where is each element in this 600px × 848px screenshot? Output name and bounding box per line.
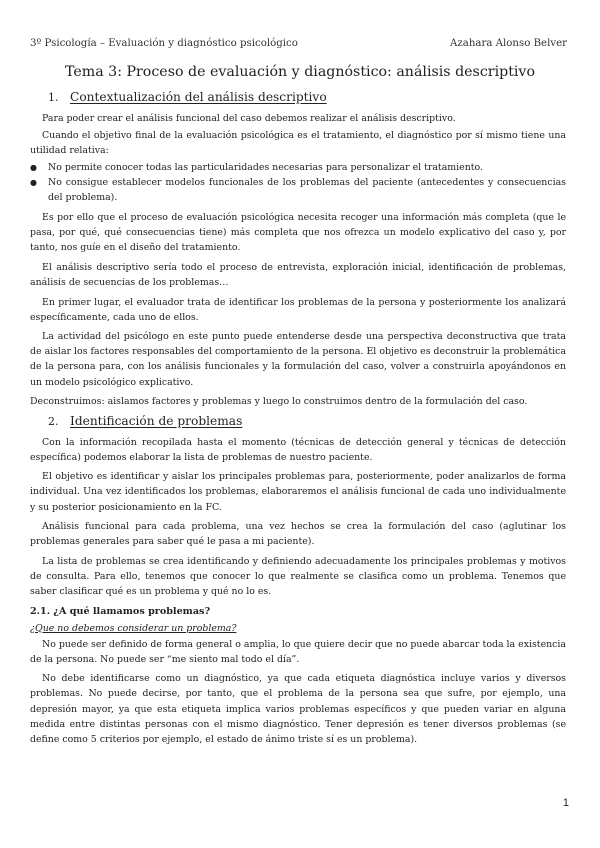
bullet-icon: ● bbox=[30, 178, 37, 188]
paragraph: Deconstruimos: aislamos factores y problemas y luego lo construimos dentro de la formulación del caso. bbox=[30, 396, 528, 408]
list-item bbox=[30, 175, 566, 205]
section-2-number: 2. bbox=[48, 414, 59, 428]
paragraph: El análisis descriptivo sería todo el proceso de entrevista, exploración inicial, identificación de problemas, análisis de secuencias de los problemas… bbox=[30, 261, 566, 288]
document-body bbox=[30, 90, 566, 751]
bullet-icon: ● bbox=[30, 163, 37, 173]
section-1-number: 1. bbox=[48, 91, 59, 104]
section-1-heading bbox=[48, 90, 566, 107]
header-course: 3º Psicología – Evaluación y diagnóstico psicológico bbox=[30, 38, 298, 49]
paragraph: No debe identificarse como un diagnóstico, ya que cada etiqueta diagnóstica incluye varios y diversos problemas. No puede decirse, por tanto, que el problema de la persona sea que sufre, por ejemplo, una depresión mayor, ya que esta etiqueta implica varios problemas específicos y que pueden variar en alguna medida entre distintas personas con el mismo diagnóstico. Tener depresión es tener diversos problemas (se define como 5 criterios por ejemplo, el estado de ánimo triste sí es un problema). bbox=[30, 673, 566, 745]
header-author: Azahara Alonso Belver bbox=[450, 38, 567, 49]
paragraph: Con la información recopilada hasta el momento (técnicas de detección general y técnicas de detección específica) podemos elaborar la lista de problemas de nuestro paciente. bbox=[30, 436, 566, 463]
paragraph: La lista de problemas se crea identificando y definiendo adecuadamente los principales problemas y motivos de consulta. Para ello, tenemos que conocer lo que realmente se clasifica como un problema. Tenemos que saber clasificar qué es un problema y qué no lo es. bbox=[30, 555, 566, 598]
list-item bbox=[30, 160, 566, 175]
list-item-text: No permite conocer todas las particularidades necesarias para personalizar el tratamiento. bbox=[48, 162, 483, 174]
bullet-list bbox=[30, 160, 566, 205]
subsection-question: ¿Que no debemos considerar un problema? bbox=[30, 622, 237, 634]
list-item-text: No consigue establecer modelos funcionales de los problemas del paciente (antecedentes y consecuencias del problema). bbox=[48, 177, 566, 204]
paragraph: El objetivo es identificar y aislar los principales problemas para, posteriormente, poder analizarlos de forma individual. Una vez identificados los problemas, elaboraremos el análisis funcional de cada uno individualmente y su posterior posicionamiento en la FC. bbox=[30, 471, 566, 513]
page-title: Tema 3: Proceso de evaluación y diagnóstico: análisis descriptivo bbox=[64, 64, 535, 80]
paragraph: Es por ello que el proceso de evaluación psicológica necesita recoger una información más completa (que le pasa, por qué, qué consecuencias tiene) más completa que nos ofrezca un modelo explicativo del caso y, por tanto, nos guíe en el diseño del tratamiento. bbox=[30, 212, 566, 254]
page-number: 1 bbox=[562, 797, 569, 809]
section-2-title: Identificación de problemas bbox=[70, 413, 243, 428]
section-2-heading bbox=[48, 414, 566, 431]
paragraph: En primer lugar, el evaluador trata de identificar los problemas de la persona y posteriormente los analizará específicamente, cada uno de ellos. bbox=[30, 296, 566, 323]
paragraph: Análisis funcional para cada problema, una vez hechos se crea la formulación del caso (aglutinar los problemas generales para saber qué le pasa a mi paciente). bbox=[30, 521, 566, 548]
paragraph: Para poder crear el análisis funcional del caso debemos realizar el análisis descriptivo. bbox=[42, 113, 456, 124]
paragraph: Cuando el objetivo final de la evaluación psicológica es el tratamiento, el diagnóstico por sí mismo tiene una utilidad relativa: bbox=[30, 130, 566, 157]
paragraph: La actividad del psicólogo en este punto puede entenderse desde una perspectiva deconstructiva que trata de aislar los factores responsables del comportamiento de la persona. El objetivo es deconstruir la problemática de la persona para, con los análisis funcionales y la formulación del caso, volver a construirla apoyándonos en un modelo psicológico explicativo. bbox=[30, 331, 566, 388]
subsection-2-1-heading: 2.1. ¿A qué llamamos problemas? bbox=[30, 605, 211, 617]
paragraph: No puede ser definido de forma general o amplia, lo que quiere decir que no puede abarcar toda la existencia de la persona. No puede ser “me siento mal todo el día”. bbox=[30, 638, 566, 665]
section-1-title: Contextualización del análisis descriptivo bbox=[70, 90, 327, 104]
